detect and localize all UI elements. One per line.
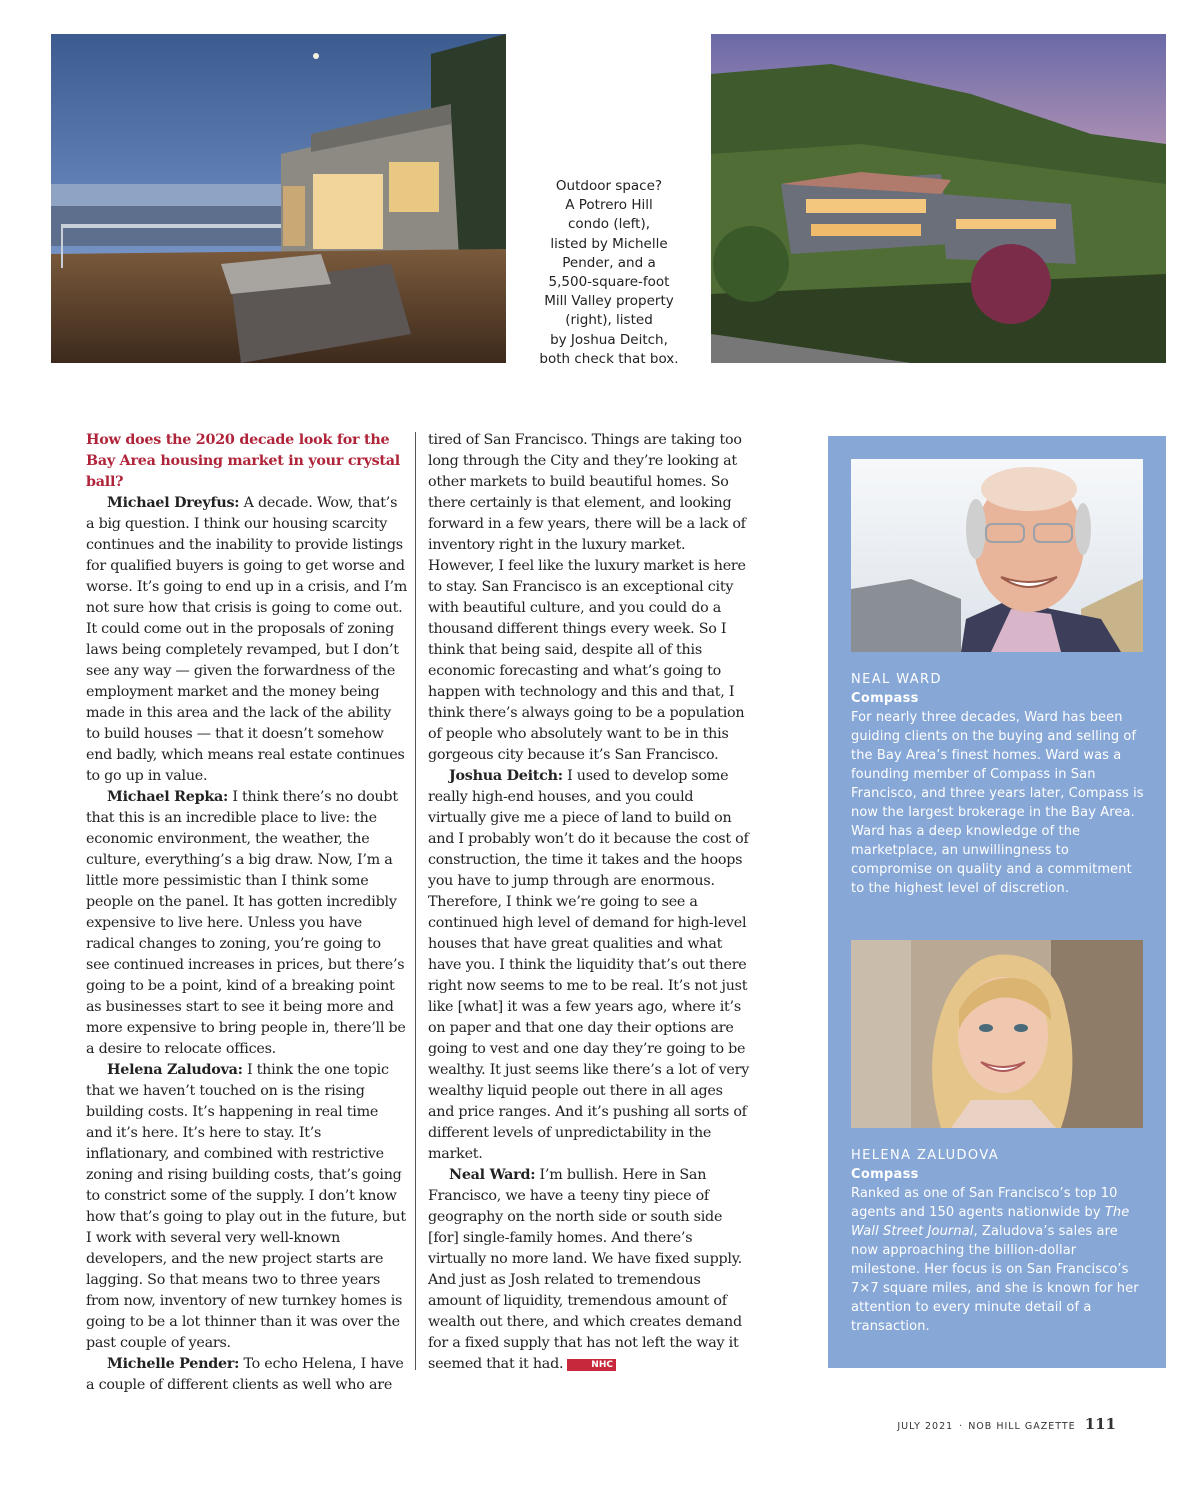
bio-text: For nearly three decades, Ward has been guiding clients on the buying and selling of the Bay Area’s finest homes. Ward was a founding member of Compass in San Francisco, and three years later, Compass is now the largest brokerage in the Bay Area. Ward has a deep knowledge of the marketplace, an unwillingness to compromise on quality and a commitment to the highest level of discretion.	[851, 710, 1144, 896]
answer-paragraph	[428, 766, 750, 1165]
portrait-neal-ward	[851, 459, 1143, 652]
portrait-neal-ward-image	[851, 459, 1143, 652]
nhc-end-mark: NHC	[567, 1359, 616, 1371]
answer-text: To echo Helena, I have a couple of different clients as well who are	[86, 1356, 404, 1393]
page-number: 111	[1084, 1415, 1116, 1433]
answer-paragraph	[86, 1354, 408, 1396]
publication-name: NOB HILL GAZETTE	[968, 1421, 1076, 1432]
answer-continuation: tired of San Francisco. Things are taking too long through the City and they’re looking at other markets to build beautiful homes. So there certainly is that element, and looking forward in a few years, there will be a lack of inventory right in the luxury market. However, I feel like the luxury market is here to stay. San Francisco is an exceptional city with beautiful culture, and you could do a thousand different things every week. So I think that being said, despite all of this economic forecasting and what’s going to happen with technology and this and that, I think there’s always going to be a population of people who absolutely want to be in this gorgeous city because it’s San Francisco.	[428, 432, 746, 763]
bio-text-part: Ranked as one of San Francisco’s top 10 agents and 150 agents nationwide by	[851, 1186, 1118, 1220]
bio-name: HELENA ZALUDOVA	[851, 1148, 1000, 1163]
bio-text-part: , Zaludova’s sales are now approaching the billion-dollar milestone. Her focus is on San Francisco’s 7×7 square miles, and she is known for her attention to every minute detail of a transaction.	[851, 1224, 1139, 1334]
bio-firm: Compass	[851, 691, 919, 706]
speaker-name: Joshua Deitch:	[449, 768, 563, 784]
bio-firm: Compass	[851, 1167, 919, 1182]
answer-text: I used to develop some really high-end houses, and you could virtually give me a piece of land to build on and I probably won’t do it because the cost of construction, the time it takes and the hoops you have to jump through are enormous. Therefore, I think we’re going to see a continued high level of demand for high-level houses that have great qualities and what have you. I think the liquidity that’s out there right now seems to me to be real. It’s not just like [what] it was a few years ago, where it’s on paper and that one day their options are going to vest and one day they’re going to be wealthy. It just seems like there’s a lot of very wealthy liquid people out there in all ages and price ranges. And it’s pushing all sorts of different levels of unpredictability in the market.	[428, 768, 750, 1162]
answer-paragraph	[86, 493, 408, 787]
answer-text: I’m bullish. Here in San Francisco, we have a teeny tiny piece of geography on the north side or south side [for] single-family homes. And there’s virtually no more land. We have fixed supply. And just as Josh related to tremendous amount of liquidity, tremendous amount of wealth out there, and which creates demand for a fixed supply that has not left the way it seemed that it had.	[428, 1167, 742, 1372]
speaker-name: Michael Repka:	[107, 789, 229, 805]
column-divider	[415, 432, 416, 1370]
folio-separator: ·	[959, 1421, 963, 1432]
bio-neal-ward	[851, 670, 1147, 898]
photo-mill-valley-property-image	[711, 34, 1166, 363]
interview-question: How does the 2020 decade look for the Bay Area housing market in your crystal ball?	[86, 432, 400, 490]
issue-date: JULY 2021	[897, 1421, 954, 1432]
photo-caption: Outdoor space? A Potrero Hill condo (left), listed by Michelle Pender, and a 5,500-square-foot Mill Valley property (right), listed by Joshua Deitch, both check that box.	[539, 178, 679, 367]
bio-text	[851, 1184, 1147, 1336]
article-column-1	[86, 430, 408, 1396]
photo-potrero-hill-condo-image	[51, 34, 506, 363]
panelist-sidebar	[828, 436, 1166, 1368]
portrait-helena-zaludova-image	[851, 940, 1143, 1128]
page-folio	[897, 1415, 1116, 1433]
speaker-name: Michael Dreyfus:	[107, 495, 240, 511]
answer-text: A decade. Wow, that’s a big question. I think our housing scarcity continues and the inability to provide listings for qualified buyers is going to get worse and worse. It’s going to end up in a crisis, and I’m not sure how that crisis is going to come out. It could come out in the proposals of zoning laws being completely revamped, but I don’t see any way — given the forwardness of the employment market and the money being made in this area and the lack of the ability to build houses — that it doesn’t somehow end badly, which means real estate continues to go up in value.	[86, 495, 408, 784]
bio-helena-zaludova	[851, 1146, 1147, 1336]
portrait-helena-zaludova	[851, 940, 1143, 1128]
answer-paragraph	[428, 1165, 750, 1375]
answer-paragraph	[86, 1060, 408, 1354]
photo-potrero-hill-condo	[51, 34, 506, 363]
article-column-2	[428, 430, 750, 1375]
speaker-name: Michelle Pender:	[107, 1356, 240, 1372]
answer-paragraph	[86, 787, 408, 1060]
answer-text: I think the one topic that we haven’t touched on is the rising building costs. It’s happening in real time and it’s here. It’s here to stay. It’s inflationary, and combined with restrictive zoning and rising building costs, that’s going to constrict some of the supply. I don’t know how that’s going to play out in the future, but I work with several very well-known developers, and the new project starts are lagging. So that means two to three years from now, inventory of new turnkey homes is going to be a lot thinner than it was over the past couple of years.	[86, 1062, 406, 1351]
answer-text: I think there’s no doubt that this is an incredible place to live: the economic environment, the weather, the culture, everything’s a big draw. Now, I’m a little more pessimistic than I think some people on the panel. It has gotten incredibly expensive to live here. Unless you have radical changes to zoning, you’re going to see continued increases in prices, but there’s going to be a point, kind of a breaking point as businesses start to see it being more and more expensive to bring people in, there’ll be a desire to relocate offices.	[86, 789, 406, 1057]
publication-title: The Wall Street Journal	[851, 1205, 1130, 1239]
speaker-name: Neal Ward:	[449, 1167, 536, 1183]
photo-mill-valley-property	[711, 34, 1166, 363]
speaker-name: Helena Zaludova:	[107, 1062, 243, 1078]
bio-name: NEAL WARD	[851, 672, 942, 687]
